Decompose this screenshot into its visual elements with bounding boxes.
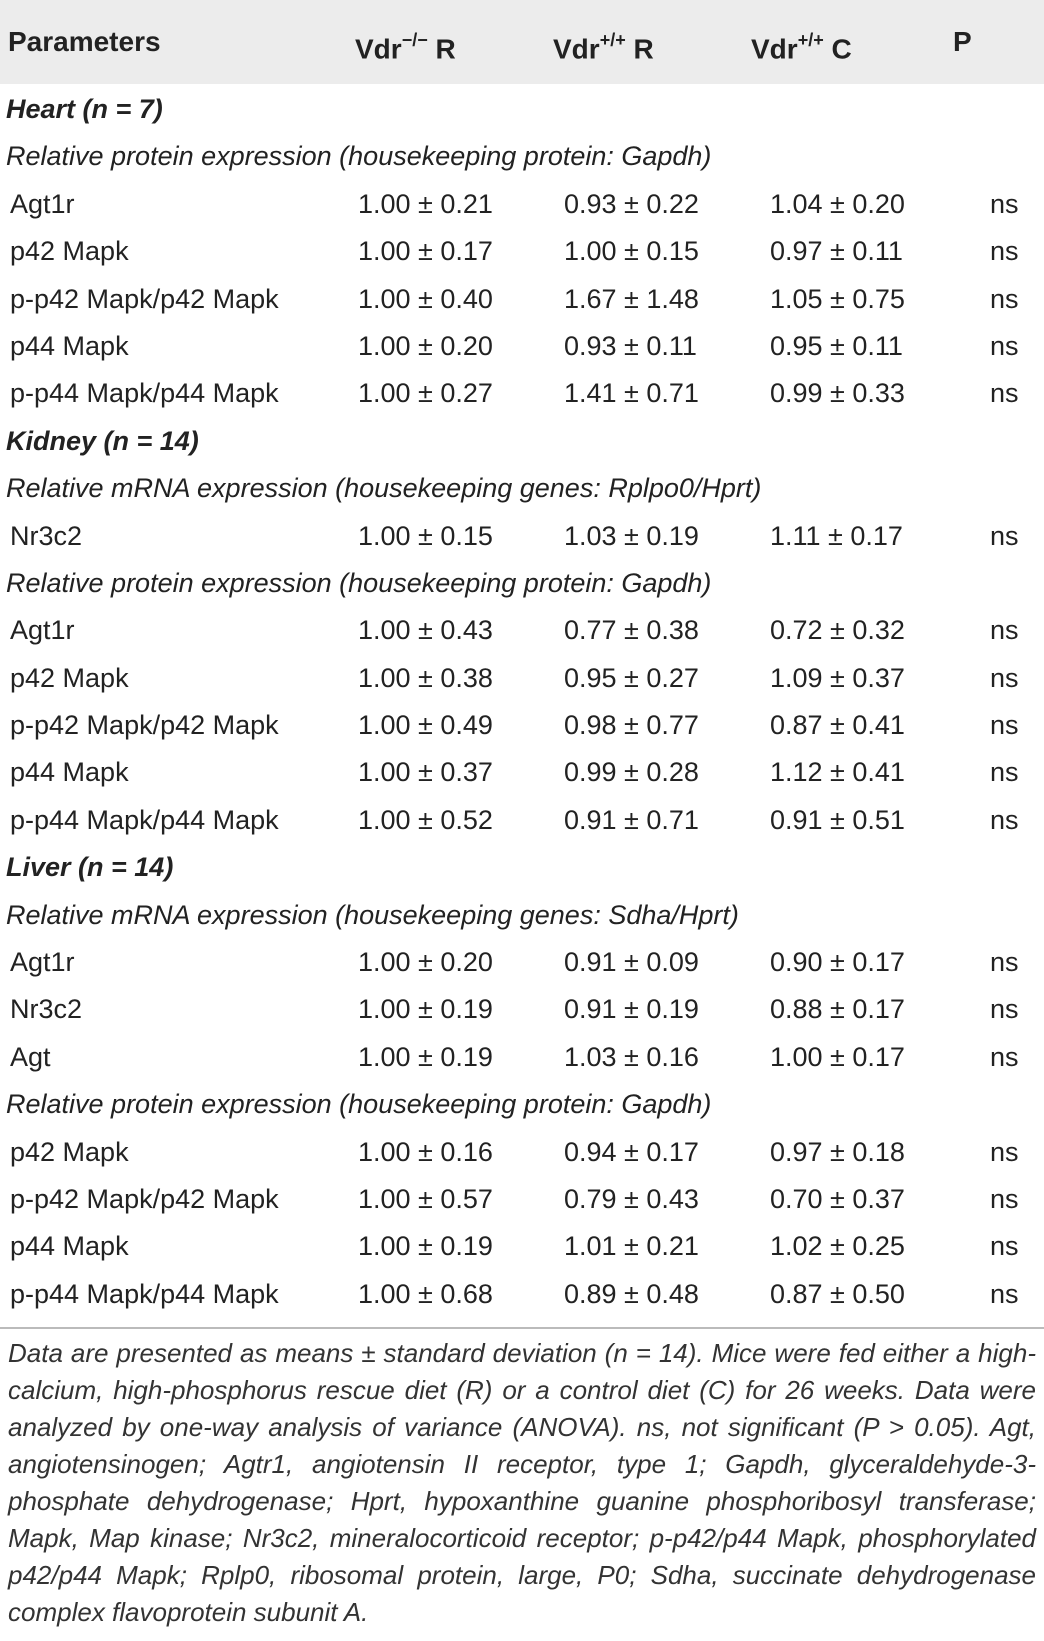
vdr-ko-rescue-cell: 1.00 ± 0.16 [358, 1136, 493, 1167]
vdr-wt-rescue-cell: 1.67 ± 1.48 [564, 283, 699, 314]
vdr-wt-rescue-cell: 0.95 ± 0.27 [564, 662, 699, 693]
vdr-ko-rescue-cell: 1.00 ± 0.20 [358, 330, 493, 361]
table-row [0, 1129, 1044, 1176]
vdr-ko-rescue-cell: 1.00 ± 0.43 [358, 615, 493, 646]
header-col2-sup: +/+ [599, 30, 626, 50]
vdr-wt-control-cell: 1.00 ± 0.17 [770, 1041, 905, 1072]
footnote-divider [0, 1327, 1044, 1329]
header-col1-base: Vdr [355, 33, 402, 65]
header-vdr-wt-control [751, 22, 852, 69]
section-title: Heart (n = 7) [6, 94, 163, 124]
vdr-ko-rescue-cell: 1.00 ± 0.57 [358, 1183, 493, 1214]
vdr-ko-rescue-cell: 1.00 ± 0.20 [358, 947, 493, 978]
vdr-wt-control-cell: 0.95 ± 0.11 [770, 330, 903, 361]
vdr-wt-rescue-cell: 0.79 ± 0.43 [564, 1183, 699, 1214]
vdr-wt-rescue-cell: 0.91 ± 0.19 [564, 994, 699, 1025]
section-row [0, 418, 1044, 465]
p-value-cell: ns [990, 1231, 1019, 1262]
p-value-cell: ns [990, 662, 1019, 693]
section-row [0, 844, 1044, 891]
vdr-wt-control-cell: 1.05 ± 0.75 [770, 283, 905, 314]
vdr-wt-rescue-cell: 1.03 ± 0.16 [564, 1041, 699, 1072]
header-col3-suffix: C [823, 33, 852, 65]
vdr-wt-rescue-cell: 0.77 ± 0.38 [564, 615, 699, 646]
vdr-wt-control-cell: 0.87 ± 0.41 [770, 710, 905, 741]
table-row [0, 797, 1044, 844]
vdr-ko-rescue-cell: 1.00 ± 0.27 [358, 378, 493, 409]
p-value-cell: ns [990, 757, 1019, 788]
section-title: Liver (n = 14) [6, 852, 174, 883]
parameter-cell: p44 Mapk [10, 1231, 129, 1262]
vdr-wt-control-cell: 1.02 ± 0.25 [770, 1231, 905, 1262]
table-row [0, 370, 1044, 417]
vdr-wt-control-cell: 1.11 ± 0.17 [770, 520, 903, 551]
header-vdr-wt-rescue [553, 22, 654, 69]
p-value-cell: ns [990, 378, 1019, 409]
p-value-cell: ns [990, 710, 1019, 741]
subsection-row [0, 560, 1044, 607]
table-row [0, 1176, 1044, 1223]
vdr-ko-rescue-cell: 1.00 ± 0.15 [358, 520, 493, 551]
parameter-cell: Agt1r [10, 947, 75, 978]
header-col1-suffix: R [427, 33, 456, 65]
p-value-cell: ns [990, 994, 1019, 1025]
table-row [0, 1223, 1044, 1270]
header-parameters: Parameters [8, 26, 161, 57]
table-row [0, 749, 1044, 796]
p-value-cell: ns [990, 1041, 1019, 1072]
parameter-cell: p-p44 Mapk/p44 Mapk [10, 378, 279, 409]
vdr-ko-rescue-cell: 1.00 ± 0.52 [358, 804, 493, 835]
table-row [0, 1271, 1044, 1318]
subsection-title: Relative protein expression (housekeeping protein: Gapdh) [6, 1089, 712, 1120]
table-row [0, 323, 1044, 370]
vdr-wt-control-cell: 1.04 ± 0.20 [770, 188, 905, 219]
table-footnote: Data are presented as means ± standard deviation (n = 14). Mice were fed either a high-calcium, high-phosphorus rescue diet (R) or a control diet (C) for 26 weeks. Data were analyzed by one-way analysis of variance (ANOVA). ns, not significant (P > 0.05). Agt, angiotensinogen; Agtr1, angiotensin II receptor, type 1; Gapdh, glyceraldehyde-3-phosphate dehydrogenase; Hprt, hypoxanthine guanine phosphoribosyl transferase; Mapk, Map kinase; Nr3c2, mineralocorticoid receptor; p-p42/p44 Mapk, phosphorylated p42/p44 Mapk; Rplp0, ribosomal protein, large, P0; Sdha, succinate dehydrogenase complex flavoprotein subunit A. [8, 1338, 1036, 1627]
vdr-ko-rescue-cell: 1.00 ± 0.19 [358, 994, 493, 1025]
p-value-cell: ns [990, 1278, 1019, 1309]
vdr-ko-rescue-cell: 1.00 ± 0.19 [358, 1041, 493, 1072]
p-value-cell: ns [990, 1183, 1019, 1214]
header-col3-sup: +/+ [797, 30, 824, 50]
vdr-wt-control-cell: 0.91 ± 0.51 [770, 804, 905, 835]
vdr-ko-rescue-cell: 1.00 ± 0.17 [358, 236, 493, 267]
vdr-wt-rescue-cell: 0.99 ± 0.28 [564, 757, 699, 788]
section-row [0, 86, 1044, 133]
table-row [0, 276, 1044, 323]
p-value-cell: ns [990, 283, 1019, 314]
header-col3-base: Vdr [751, 33, 798, 65]
p-value-cell: ns [990, 236, 1019, 267]
parameter-cell: p-p42 Mapk/p42 Mapk [10, 283, 279, 314]
vdr-wt-control-cell: 0.87 ± 0.50 [770, 1278, 905, 1309]
header-col1-sup: −/− [401, 30, 428, 50]
vdr-wt-rescue-cell: 0.93 ± 0.22 [564, 188, 699, 219]
vdr-wt-rescue-cell: 0.91 ± 0.71 [564, 804, 699, 835]
vdr-wt-control-cell: 0.99 ± 0.33 [770, 378, 905, 409]
p-value-cell: ns [990, 947, 1019, 978]
parameter-cell: Nr3c2 [10, 994, 83, 1025]
p-value-cell: ns [990, 804, 1019, 835]
p-value-cell: ns [990, 188, 1019, 219]
parameter-cell: Agt1r [10, 188, 75, 219]
vdr-ko-rescue-cell: 1.00 ± 0.37 [358, 757, 493, 788]
parameter-cell: p44 Mapk [10, 330, 129, 361]
subsection-title: Relative protein expression (housekeeping protein: Gapdh) [6, 567, 712, 598]
vdr-ko-rescue-cell: 1.00 ± 0.49 [358, 710, 493, 741]
subsection-title: Relative protein expression (housekeeping protein: Gapdh) [6, 141, 712, 172]
table-row [0, 986, 1044, 1033]
vdr-wt-control-cell: 0.90 ± 0.17 [770, 947, 905, 978]
p-value-cell: ns [990, 520, 1019, 551]
vdr-wt-control-cell: 0.97 ± 0.11 [770, 236, 903, 267]
vdr-ko-rescue-cell: 1.00 ± 0.19 [358, 1231, 493, 1262]
subsection-row [0, 133, 1044, 180]
p-value-cell: ns [990, 1136, 1019, 1167]
parameter-cell: Agt [10, 1041, 51, 1072]
vdr-ko-rescue-cell: 1.00 ± 0.21 [358, 188, 493, 219]
table-row [0, 228, 1044, 275]
section-title: Kidney (n = 14) [6, 425, 199, 456]
vdr-wt-rescue-cell: 0.91 ± 0.09 [564, 947, 699, 978]
vdr-wt-control-cell: 1.09 ± 0.37 [770, 662, 905, 693]
parameter-cell: p-p42 Mapk/p42 Mapk [10, 710, 279, 741]
table-header [0, 0, 1044, 84]
parameter-cell: p42 Mapk [10, 236, 129, 267]
vdr-wt-rescue-cell: 0.89 ± 0.48 [564, 1278, 699, 1309]
table-row [0, 702, 1044, 749]
table-row [0, 655, 1044, 702]
vdr-wt-rescue-cell: 1.01 ± 0.21 [564, 1231, 699, 1262]
parameter-cell: p44 Mapk [10, 757, 129, 788]
vdr-wt-control-cell: 0.70 ± 0.37 [770, 1183, 905, 1214]
parameter-cell: p42 Mapk [10, 662, 129, 693]
vdr-wt-rescue-cell: 0.98 ± 0.77 [564, 710, 699, 741]
subsection-row [0, 465, 1044, 512]
vdr-wt-rescue-cell: 0.93 ± 0.11 [564, 330, 697, 361]
vdr-wt-control-cell: 0.72 ± 0.32 [770, 615, 905, 646]
vdr-wt-control-cell: 0.88 ± 0.17 [770, 994, 905, 1025]
subsection-row [0, 892, 1044, 939]
table-row [0, 1034, 1044, 1081]
vdr-wt-rescue-cell: 0.94 ± 0.17 [564, 1136, 699, 1167]
vdr-wt-rescue-cell: 1.03 ± 0.19 [564, 520, 699, 551]
table-body [0, 86, 1044, 1318]
parameter-cell: p-p44 Mapk/p44 Mapk [10, 804, 279, 835]
parameter-cell: p-p42 Mapk/p42 Mapk [10, 1183, 279, 1214]
vdr-wt-control-cell: 1.12 ± 0.41 [770, 757, 905, 788]
subsection-row [0, 1081, 1044, 1128]
vdr-ko-rescue-cell: 1.00 ± 0.68 [358, 1278, 493, 1309]
parameter-cell: p42 Mapk [10, 1136, 129, 1167]
header-vdr-ko-rescue [355, 22, 456, 69]
parameter-cell: Agt1r [10, 615, 75, 646]
table-row [0, 607, 1044, 654]
header-col2-base: Vdr [553, 33, 600, 65]
table-row [0, 939, 1044, 986]
subsection-title: Relative mRNA expression (housekeeping genes: Sdha/Hprt) [6, 899, 739, 930]
vdr-wt-control-cell: 0.97 ± 0.18 [770, 1136, 905, 1167]
vdr-wt-rescue-cell: 1.00 ± 0.15 [564, 236, 699, 267]
header-p: P [953, 26, 972, 57]
parameter-cell: p-p44 Mapk/p44 Mapk [10, 1278, 279, 1309]
vdr-ko-rescue-cell: 1.00 ± 0.38 [358, 662, 493, 693]
vdr-ko-rescue-cell: 1.00 ± 0.40 [358, 283, 493, 314]
subsection-title: Relative mRNA expression (housekeeping genes: Rplpo0/Hprt) [6, 473, 762, 504]
table-row [0, 513, 1044, 560]
p-value-cell: ns [990, 615, 1019, 646]
p-value-cell: ns [990, 330, 1019, 361]
table-row [0, 181, 1044, 228]
vdr-wt-rescue-cell: 1.41 ± 0.71 [564, 378, 699, 409]
header-col2-suffix: R [625, 33, 654, 65]
parameter-cell: Nr3c2 [10, 520, 83, 551]
